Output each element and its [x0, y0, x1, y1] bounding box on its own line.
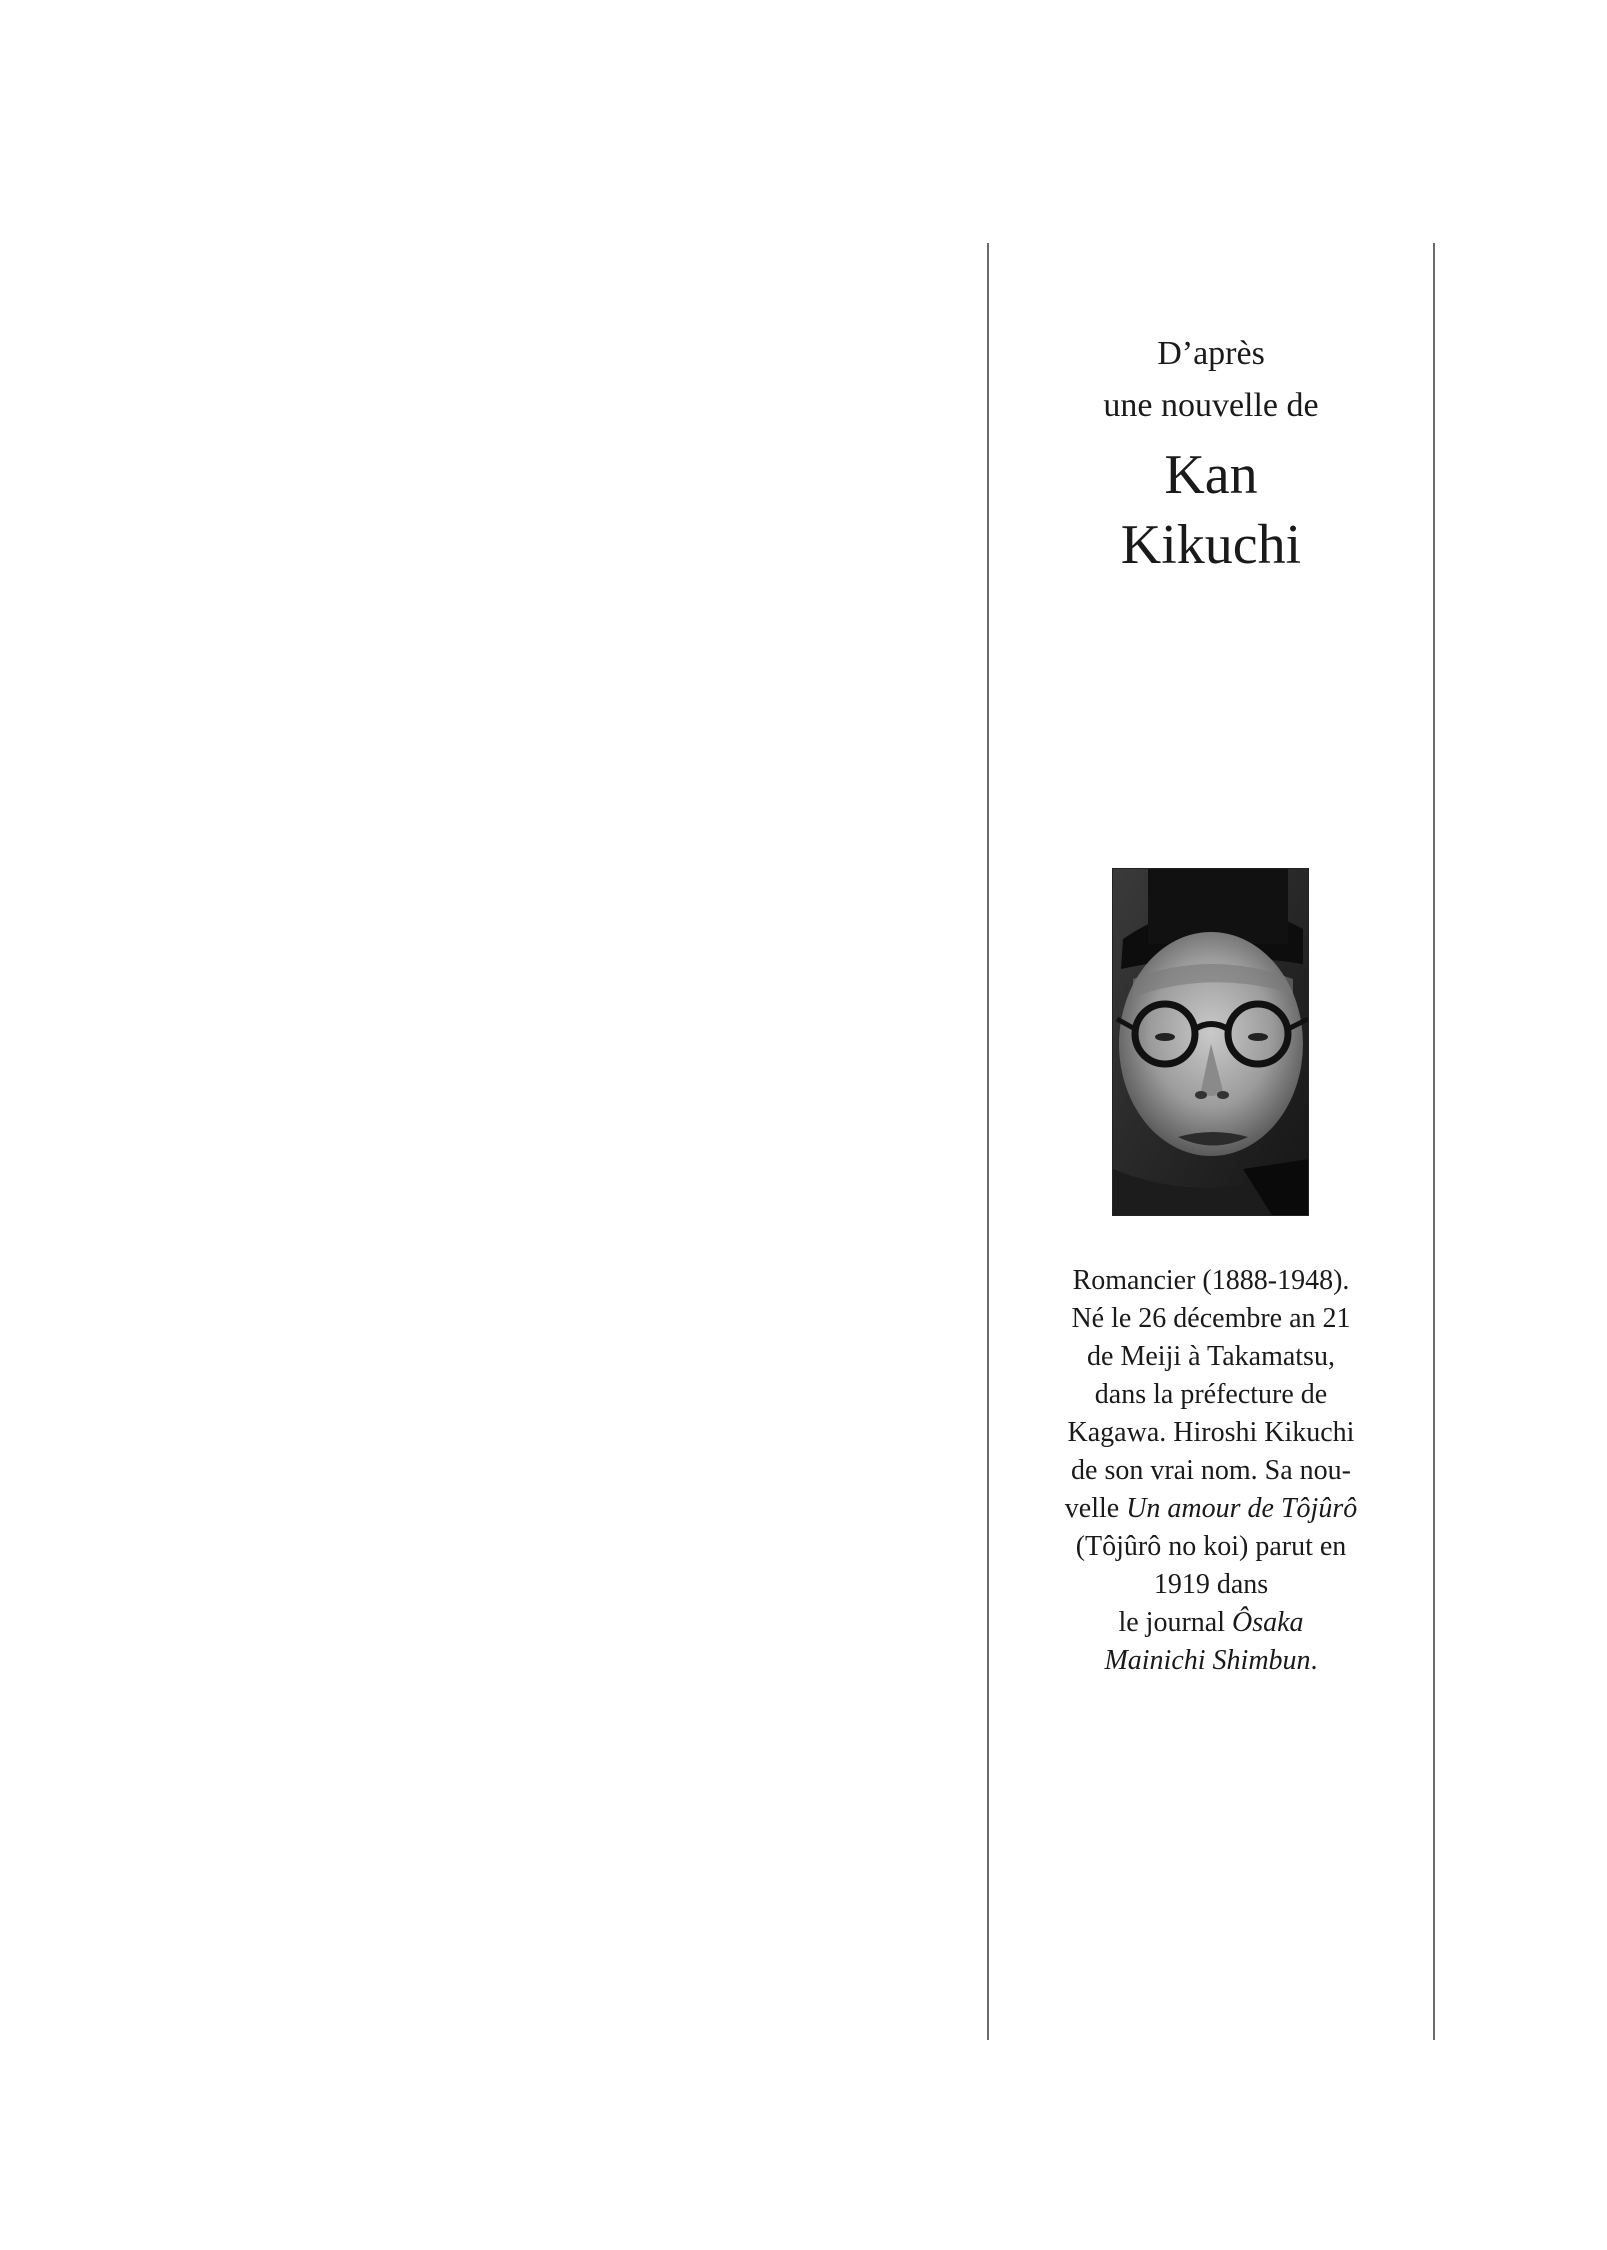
bio-line: Né le 26 décembre an 21 — [1071, 1303, 1351, 1334]
author-name — [989, 440, 1433, 580]
column-rule-right — [1433, 243, 1435, 2040]
work-title: Un amour de Tôjûrô — [1126, 1493, 1358, 1524]
bio-line: dans la préfecture de — [1094, 1379, 1328, 1410]
bio-text: le journal — [1118, 1607, 1232, 1638]
bio-line — [989, 1490, 1433, 1528]
credit-heading — [989, 328, 1433, 432]
author-first-name: Kan — [1164, 444, 1258, 506]
newspaper-title: Mainichi Shimbun — [1104, 1645, 1311, 1676]
bio-line — [989, 1604, 1433, 1642]
author-portrait-photo-icon — [1113, 869, 1309, 1216]
author-biography — [989, 1262, 1433, 1680]
credit-line-2: une nouvelle de — [1103, 387, 1319, 424]
author-column — [989, 0, 1433, 2250]
bio-line — [989, 1642, 1433, 1680]
newspaper-title: Ôsaka — [1231, 1607, 1304, 1638]
bio-text: velle — [1064, 1493, 1127, 1524]
bio-line: 1919 dans — [1153, 1569, 1269, 1600]
bio-line: de Meiji à Takamatsu, — [1087, 1341, 1335, 1372]
bio-line: de son vrai nom. Sa nou- — [1071, 1455, 1351, 1486]
bio-line: (Tôjûrô no koi) parut en — [1075, 1531, 1347, 1562]
author-last-name: Kikuchi — [1120, 514, 1302, 576]
bio-line: Kagawa. Hiroshi Kikuchi — [1067, 1417, 1355, 1448]
credit-line-1: D’après — [1157, 335, 1265, 372]
author-portrait — [1112, 868, 1309, 1216]
bio-text: . — [1310, 1645, 1318, 1676]
bio-line: Romancier (1888-1948). — [1072, 1265, 1350, 1296]
